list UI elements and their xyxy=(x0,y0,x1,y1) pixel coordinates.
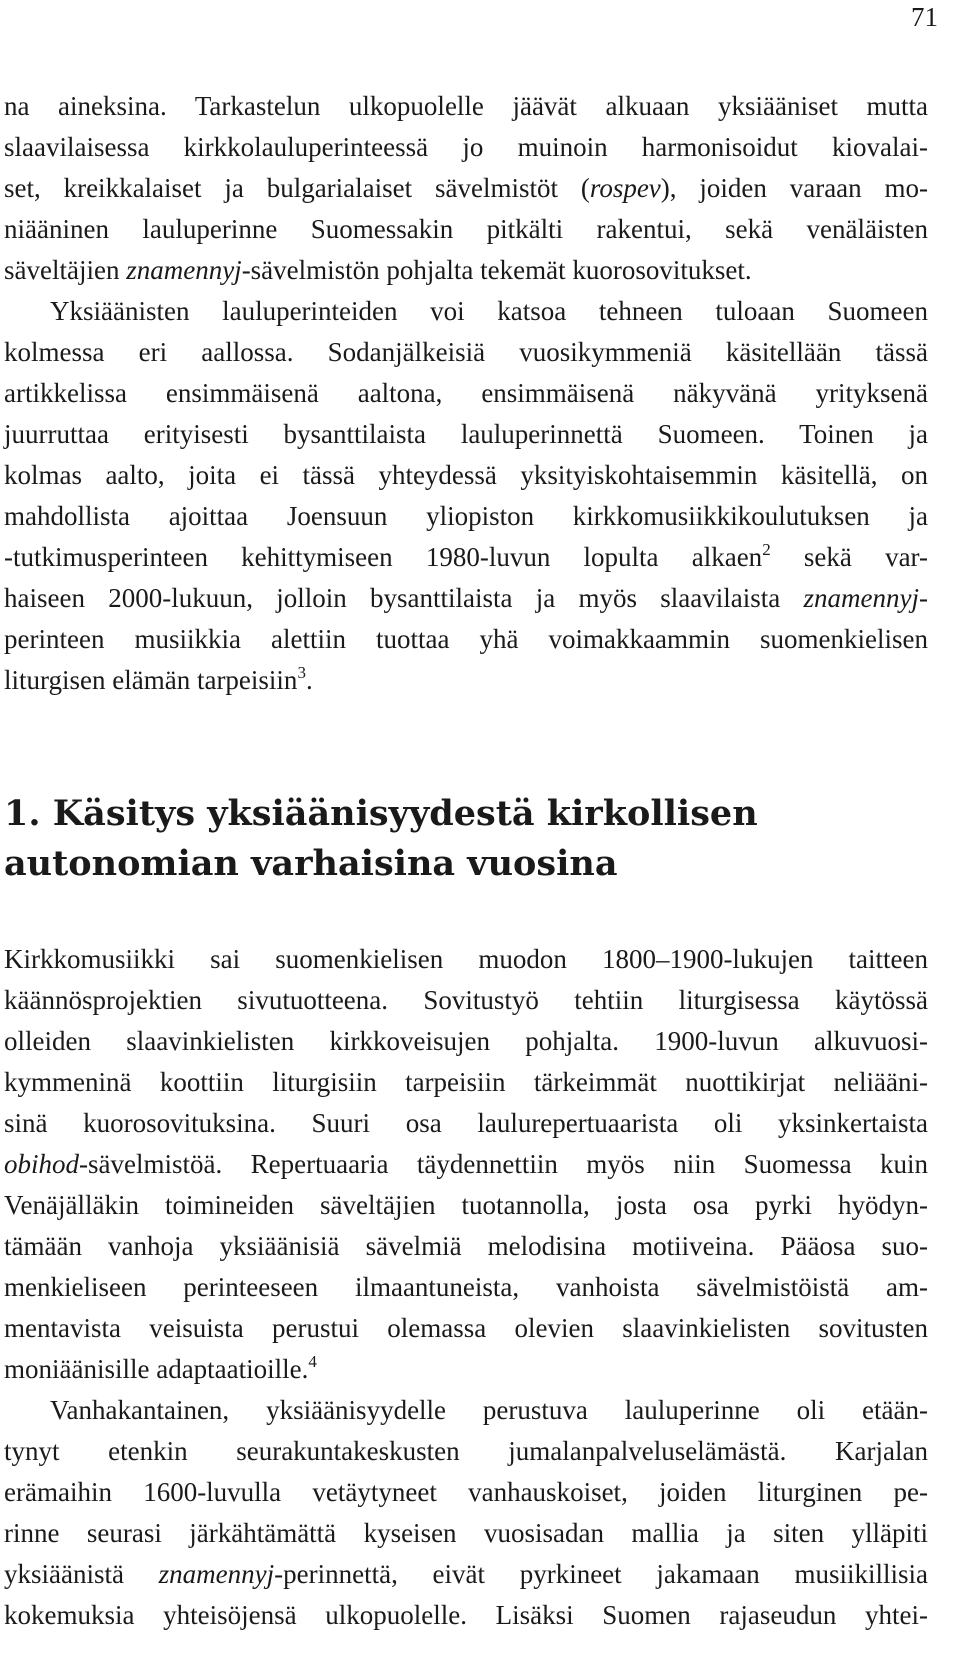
text-line: Vanhakantainen, yksiäänisyydelle perustuva lauluperinne oli etään- xyxy=(50,1395,928,1425)
text-line: olleiden slaavinkielisten kirkkoveisujen pohjalta. 1900-luvun alkuvuosi- xyxy=(4,1026,928,1056)
text-line: set, kreikkalaiset ja bulgarialaiset sävelmistöt (rospev), joiden varaan mo- xyxy=(4,173,928,203)
text-line: artikkelissa ensimmäisenä aaltona, ensimmäisenä näkyvänä yrityksenä xyxy=(4,378,928,408)
italic-term: znamennyj xyxy=(126,255,242,285)
italic-term: rospev xyxy=(589,173,661,203)
text-line: kokemuksia yhteisöjensä ulkopuolelle. Lisäksi Suomen rajaseudun yhtei- xyxy=(4,1600,928,1630)
text-line: obihod-sävelmistöä. Repertuaaria täydennettiin myös niin Suomessa kuin xyxy=(4,1149,928,1179)
text-line: käännösprojektien sivutuotteena. Sovitustyö tehtiin liturgisessa käytössä xyxy=(4,985,928,1015)
text-line: Venäjälläkin toimineiden säveltäjien tuotannolla, josta osa pyrki hyödyn- xyxy=(4,1190,928,1220)
footnote-ref[interactable]: 3 xyxy=(297,663,306,682)
text-line: mahdollista ajoittaa Joensuun yliopiston kirkkomusiikkikoulutuksen ja xyxy=(4,501,928,531)
section-heading-line: autonomian varhaisina vuosina xyxy=(4,843,618,884)
italic-term: obihod xyxy=(4,1149,80,1179)
footnote-ref[interactable]: 2 xyxy=(762,540,771,559)
text-line: juurruttaa erityisesti bysanttilaista lauluperinnettä Suomeen. Toinen ja xyxy=(4,419,928,449)
text-line: kymmeninä koottiin liturgisiin tarpeisiin tärkeimmät nuottikirjat neliääni- xyxy=(4,1067,928,1097)
footnote-ref[interactable]: 4 xyxy=(308,1352,317,1371)
text-line: niääninen lauluperinne Suomessakin pitkälti rakentui, sekä venäläisten xyxy=(4,214,928,244)
text-line: Kirkkomusiikki sai suomenkielisen muodon 1800–1900-lukujen taitteen xyxy=(4,944,928,974)
text-line: säveltäjien znamennyj-sävelmistön pohjalta tekemät kuorosovitukset. xyxy=(4,255,752,285)
text-line: Yksiäänisten lauluperinteiden voi katsoa tehneen tuloaan Suomeen xyxy=(50,296,928,326)
text-line: menkieliseen perinteeseen ilmaantuneista, vanhoista sävelmistöistä am- xyxy=(4,1272,928,1302)
section-heading-line: 1. Käsitys yksiäänisyydestä kirkollisen xyxy=(4,793,758,834)
text-line: perinteen musiikkia alettiin tuottaa yhä voimakkaammin suomenkielisen xyxy=(4,624,928,654)
intro-paragraphs xyxy=(4,86,928,701)
text-line: kolmessa eri aallossa. Sodanjälkeisiä vuosikymmeniä käsitellään tässä xyxy=(4,337,928,367)
text-line: moniäänisille adaptaatioille.$^4$ xyxy=(4,1352,317,1384)
text-line: rinne seurasi järkähtämättä kyseisen vuosisadan mallia ja siten ylläpiti xyxy=(4,1518,928,1548)
page-number: 71 xyxy=(911,2,938,32)
text-line: erämaihin 1600-luvulla vetäytyneet vanhauskoiset, joiden liturginen pe- xyxy=(4,1477,928,1507)
text-line: na aineksina. Tarkastelun ulkopuolelle jäävät alkuaan yksiääniset mutta xyxy=(4,91,928,121)
text-line: yksiäänistä znamennyj-perinnettä, eivät pyrkineet jakamaan musiikillisia xyxy=(4,1559,928,1589)
text-line: kolmas aalto, joita ei tässä yhteydessä yksityiskohtaisemmin käsitellä, on xyxy=(4,460,928,490)
text-line: tämään vanhoja yksiäänisiä sävelmiä melodisina motiiveina. Pääosa suo- xyxy=(4,1231,928,1261)
text-line: -tutkimusperinteen kehittymiseen 1980-luvun lopulta alkaen$^2$ sekä var- xyxy=(4,540,928,572)
text-line: mentavista veisuista perustui olemassa olevien slaavinkielisten sovitusten xyxy=(4,1313,928,1343)
text-line: slaavilaisessa kirkkolauluperinteessä jo muinoin harmonisoidut kiovalai- xyxy=(4,132,928,162)
body-paragraphs xyxy=(4,939,928,1636)
text-line: sinä kuorosovituksina. Suuri osa laulurepertuaarista oli yksinkertaista xyxy=(4,1108,928,1138)
italic-term: znamennyj xyxy=(803,583,919,613)
text-line: liturgisen elämän tarpeisiin$^3$. xyxy=(4,663,313,695)
text-line: tynyt etenkin seurakuntakeskusten jumalanpalveluselämästä. Karjalan xyxy=(4,1436,928,1466)
italic-term: znamennyj xyxy=(158,1559,275,1589)
section-heading xyxy=(4,789,928,889)
text-line: haiseen 2000-lukuun, jolloin bysanttilaista ja myös slaavilaista znamennyj- xyxy=(4,583,928,613)
